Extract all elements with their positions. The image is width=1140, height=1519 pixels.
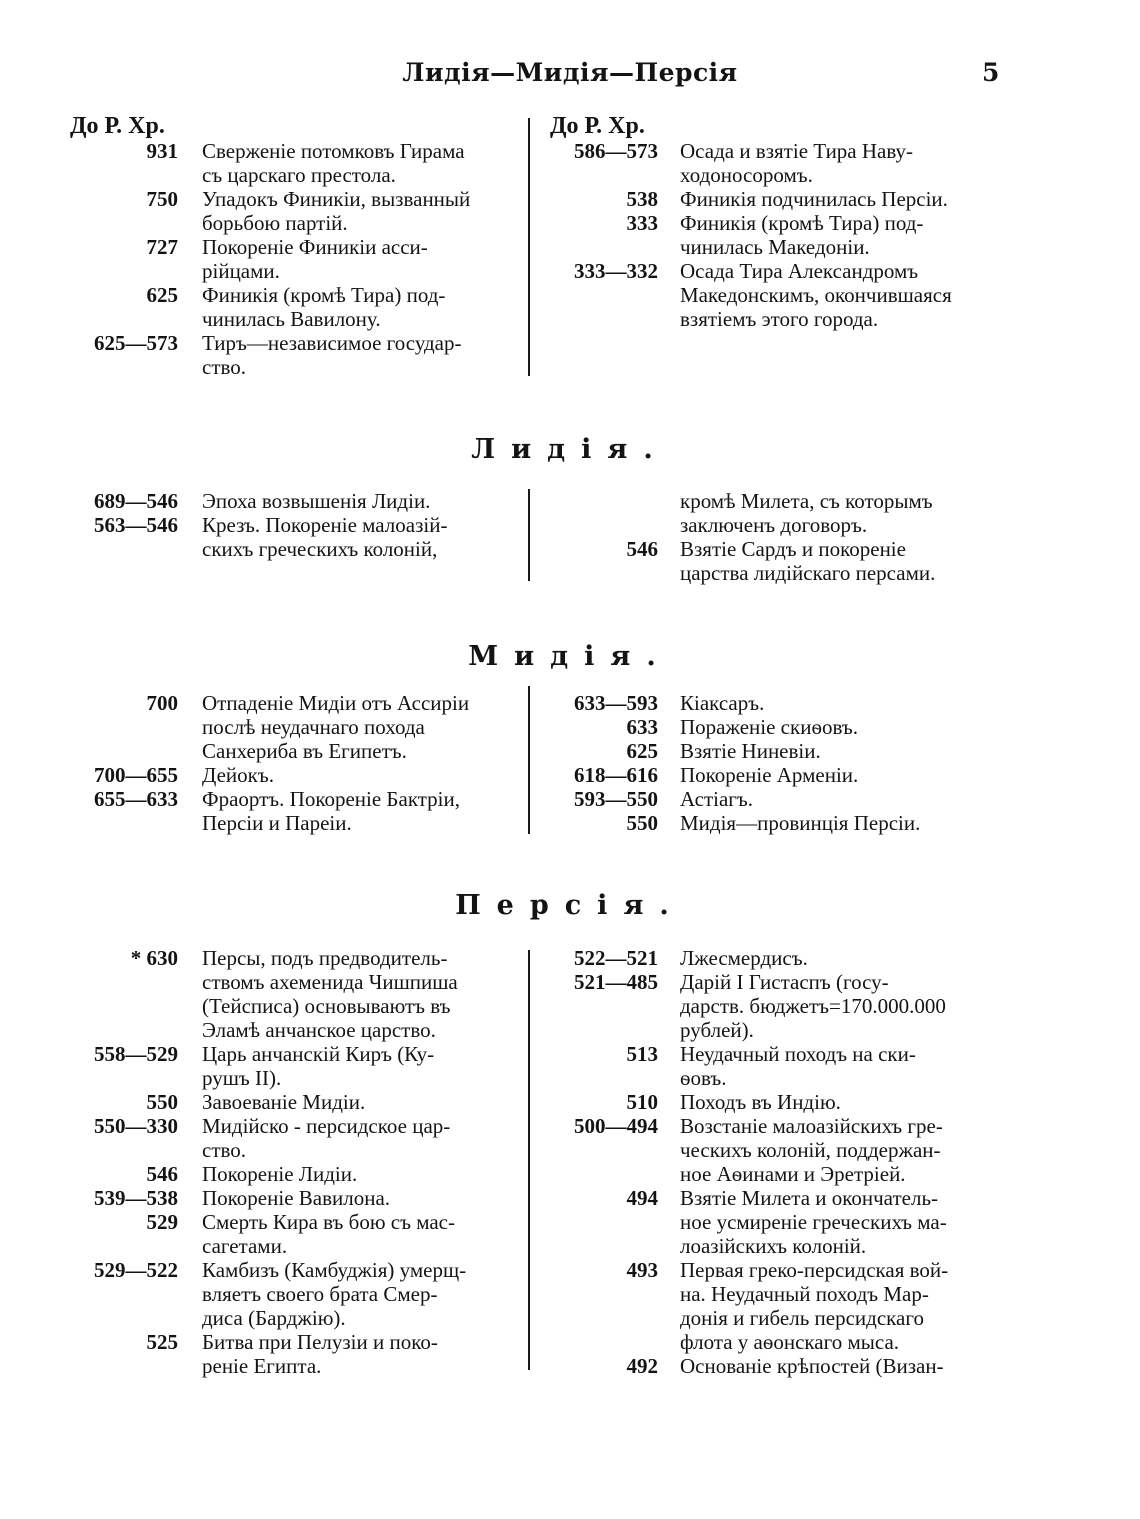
entry-line: Персіи и Пареіи. [202,811,352,835]
chronology-entry [78,1114,528,1162]
chronology-entry [78,235,528,283]
entry-date [548,489,658,537]
entry-line: на. Неудачный походъ Мар- [680,1282,929,1306]
entry-line: ходоносоромъ. [680,163,813,187]
entry-date: 931 [146,139,178,163]
entry-text [202,331,528,379]
entry-date: 618—616 [574,763,658,787]
chronology-entry [78,187,528,235]
entry-line: взятіемъ этого города. [680,307,879,331]
entry-date: 333 [626,211,658,235]
entry-date: 563—546 [94,513,178,537]
chronology-entry [78,946,528,1042]
chronology-entry [78,139,528,187]
entry-text [680,811,1008,835]
entry-line: Мидія—провинція Персіи. [680,811,921,835]
entry-line: ное усмиреніе греческихъ ма- [680,1210,947,1234]
entry-date: 625—573 [94,331,178,355]
chronology-entry [548,970,1008,1042]
chronology-entry [548,715,1008,739]
chronology-entry [548,139,1008,187]
entry-text [202,513,528,561]
chronology-entry [78,691,528,763]
entry-text [202,1258,528,1330]
entry-date: 500—494 [574,1114,658,1138]
entry-line: Завоеваніе Мидіи. [202,1090,366,1114]
entry-line: Возстаніе малоазійскихъ гре- [680,1114,943,1138]
entry-text [680,187,1008,211]
entry-date: 625 [146,283,178,307]
entry-date: 550 [146,1090,178,1114]
entry-date: 333—332 [574,259,658,283]
entry-line: Фраортъ. Покореніе Бактріи, [202,787,460,811]
entry-date: 727 [146,235,178,259]
chronology-entry [78,513,528,561]
entry-text [680,1258,1008,1354]
entry-text [680,1186,1008,1258]
entry-date: 550—330 [94,1114,178,1138]
entry-line: Финикія (кромѣ Тира) под- [680,211,924,235]
entry-line: вляетъ своего брата Смер- [202,1282,438,1306]
right-column-head: До Р. Хр. [550,113,645,139]
entry-line: Царь анчанскій Киръ (Ку- [202,1042,435,1066]
entry-line: чинилась Вавилону. [202,307,381,331]
entry-text [202,763,528,787]
phoenicia-right-column [548,139,1008,331]
entry-line: флота у аѳонскаго мыса. [680,1330,900,1354]
chronology-entry [548,811,1008,835]
entry-date: 700 [146,691,178,715]
entry-line: Эпоха возвышенія Лидіи. [202,489,431,513]
entry-date: 510 [626,1090,658,1114]
chronology-entry [548,489,1008,537]
entry-date: 750 [146,187,178,211]
entry-date: 493 [626,1258,658,1282]
entry-line: Первая греко-персидская вой- [680,1258,949,1282]
chronology-entry [548,787,1008,811]
entry-line: Взятіе Сардъ и покореніе [680,537,906,561]
chronology-entry [78,1210,528,1258]
entry-date: 513 [626,1042,658,1066]
entry-line: Покореніе Арменіи. [680,763,859,787]
entry-date: 521—485 [574,970,658,994]
entry-date: 539—538 [94,1186,178,1210]
phoenicia-left-column [78,139,528,379]
column-divider [528,950,530,1370]
entry-line: Походъ въ Индію. [680,1090,841,1114]
entry-line: реніе Египта. [202,1354,322,1378]
chronology-entry [78,763,528,787]
entry-line: Дарій I Гистаспъ (госу- [680,970,889,994]
entry-line: Покореніе Вавилона. [202,1186,391,1210]
entry-line: Кіаксаръ. [680,691,765,715]
entry-date: 492 [626,1354,658,1378]
entry-text [202,283,528,331]
entry-line: Сверженіе потомковъ Гирама [202,139,465,163]
entry-text [202,1114,528,1162]
section-title-lydia: Лидія. [471,434,669,465]
entry-line: ствомъ ахеменида Чишпиша [202,970,458,994]
entry-line: Упадокъ Финикіи, вызванный [202,187,471,211]
entry-text [680,1042,1008,1090]
entry-text [680,1114,1008,1186]
entry-text [680,537,1008,585]
entry-line: Санхериба въ Египетъ. [202,739,407,763]
chronology-entry [78,283,528,331]
chronology-entry [78,331,528,379]
entry-line: Битва при Пелузіи и поко- [202,1330,438,1354]
entry-line: Камбизъ (Камбуджія) умерщ- [202,1258,467,1282]
chronology-entry [78,1258,528,1330]
entry-line: ѳовъ. [680,1066,727,1090]
entry-date: 522—521 [574,946,658,970]
entry-date: 593—550 [574,787,658,811]
entry-text [680,715,1008,739]
entry-line: ческихъ колоній, поддержан- [680,1138,941,1162]
entry-line: борьбою партій. [202,211,348,235]
chronology-entry [548,1090,1008,1114]
chronology-entry [548,187,1008,211]
entry-date: 633—593 [574,691,658,715]
chronology-entry [548,763,1008,787]
entry-text [202,946,528,1042]
chronology-entry [548,946,1008,970]
entry-line: царства лидійскаго персами. [680,561,936,585]
entry-text [202,235,528,283]
chronology-entry [78,1186,528,1210]
entry-text [202,787,528,835]
entry-text [680,787,1008,811]
entry-text [202,1162,528,1186]
chronology-entry [548,691,1008,715]
entry-line: ное Аѳинами и Эретріей. [680,1162,906,1186]
entry-date: 546 [146,1162,178,1186]
entry-date: 558—529 [94,1042,178,1066]
section-title-persia: Персія. [455,890,685,921]
entry-date: 529—522 [94,1258,178,1282]
entry-line: лоазійскихъ колоній. [680,1234,867,1258]
entry-line: Основаніе крѣпостей (Визан- [680,1354,944,1378]
entry-line: Персы, подъ предводитель- [202,946,448,970]
chronology-entry [548,211,1008,259]
entry-date: 586—573 [574,139,658,163]
entry-text [680,211,1008,259]
entry-line: диса (Барджію). [202,1306,346,1330]
entry-line: Осада Тира Александромъ [680,259,919,283]
entry-text [680,946,1008,970]
lydia-left-column [78,489,528,561]
column-divider [528,686,530,834]
entry-line: скихъ греческихъ колоній, [202,537,438,561]
entry-text [202,1186,528,1210]
entry-text [202,187,528,235]
column-divider [528,489,530,581]
chronology-entry [548,537,1008,585]
chronology-entry [78,1330,528,1378]
entry-line: съ царскаго престола. [202,163,396,187]
entry-line: послѣ неудачнаго похода [202,715,425,739]
entry-text [202,489,528,513]
left-column-head: До Р. Хр. [70,113,165,139]
entry-line: донія и гибель персидскаго [680,1306,924,1330]
entry-line: сагетами. [202,1234,288,1258]
entry-line: Македонскимъ, окончившаяся [680,283,952,307]
section-title-media: Мидія. [468,641,672,672]
entry-text [202,1090,528,1114]
entry-date: 700—655 [94,763,178,787]
entry-line: дарств. бюджетъ=170.000.000 [680,994,946,1018]
persia-right-column [548,946,1008,1378]
entry-date: 625 [626,739,658,763]
entry-date: 529 [146,1210,178,1234]
persia-left-column [78,946,528,1378]
entry-line: Крезъ. Покореніе малоазій- [202,513,448,537]
entry-date: 633 [626,715,658,739]
entry-text [680,739,1008,763]
entry-text [202,1330,528,1378]
entry-line: рублей). [680,1018,754,1042]
lydia-right-column [548,489,1008,585]
entry-line: рійцами. [202,259,280,283]
entry-line: Тиръ—независимое государ- [202,331,462,355]
entry-text [680,1090,1008,1114]
entry-line: кромѣ Милета, съ которымъ [680,489,933,513]
chronology-entry [548,739,1008,763]
entry-line: Покореніе Финикіи асси- [202,235,428,259]
chronology-entry [78,1042,528,1090]
column-divider [528,118,530,376]
entry-text [680,691,1008,715]
media-left-column [78,691,528,835]
entry-line: Лжесмердисъ. [680,946,808,970]
chronology-entry [548,1114,1008,1186]
entry-text [202,691,528,763]
entry-date: 494 [626,1186,658,1210]
page-number: 5 [982,58,1000,87]
entry-line: Финикія (кромѣ Тира) под- [202,283,446,307]
entry-line: рушъ II). [202,1066,282,1090]
entry-text [202,139,528,187]
entry-line: Неудачный походъ на ски- [680,1042,916,1066]
chronology-entry [548,1042,1008,1090]
entry-date: * 630 [130,946,178,970]
entry-line: Пораженіе скиѳовъ. [680,715,858,739]
chronology-entry [78,1162,528,1186]
entry-text [202,1042,528,1090]
chronology-entry [548,1354,1008,1378]
chronology-entry [78,787,528,835]
chronology-entry [548,1186,1008,1258]
entry-line: Взятіе Милета и окончатель- [680,1186,939,1210]
chronology-entry [78,1090,528,1114]
entry-date: 655—633 [94,787,178,811]
entry-line: Мидійско - персидское цар- [202,1114,451,1138]
entry-line: ство. [202,1138,247,1162]
entry-line: Эламѣ анчанское царство. [202,1018,436,1042]
entry-line: (Тейсписа) основываютъ въ [202,994,451,1018]
entry-line: заключенъ договоръ. [680,513,868,537]
entry-line: чинилась Македоніи. [680,235,870,259]
entry-line: Покореніе Лидіи. [202,1162,358,1186]
chronology-entry [78,489,528,513]
entry-date: 546 [626,537,658,561]
entry-date: 689—546 [94,489,178,513]
entry-text [680,1354,1008,1378]
entry-text [680,259,1008,331]
entry-date: 550 [626,811,658,835]
entry-text [680,763,1008,787]
chronology-entry [548,1258,1008,1354]
entry-line: Смерть Кира въ бою съ мас- [202,1210,455,1234]
running-title: Лидія—Мидія—Персія [402,58,738,87]
entry-line: Отпаденіе Мидіи отъ Ассиріи [202,691,470,715]
entry-text [680,139,1008,187]
media-right-column [548,691,1008,835]
entry-line: Осада и взятіе Тира Наву- [680,139,914,163]
entry-line: ство. [202,355,247,379]
chronology-entry [548,259,1008,331]
entry-line: Финикія подчинилась Персіи. [680,187,948,211]
entry-line: Астіагъ. [680,787,754,811]
entry-text [202,1210,528,1258]
entry-text [680,489,1008,537]
entry-date: 525 [146,1330,178,1354]
entry-line: Взятіе Ниневіи. [680,739,821,763]
entry-line: Дейокъ. [202,763,274,787]
entry-text [680,970,1008,1042]
entry-date: 538 [626,187,658,211]
